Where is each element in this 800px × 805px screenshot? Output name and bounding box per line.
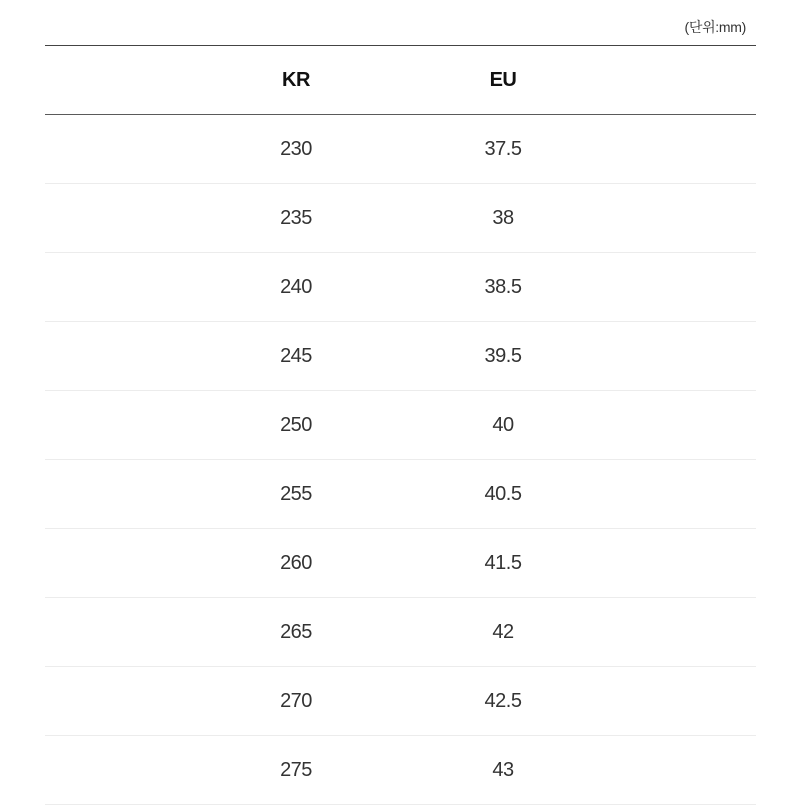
kr-size-cell: 275 xyxy=(280,758,312,781)
table-row xyxy=(45,391,756,460)
kr-size-cell: 265 xyxy=(280,620,312,643)
table-row xyxy=(45,667,756,736)
table-row xyxy=(45,253,756,322)
table-header-row xyxy=(45,46,756,115)
table-row xyxy=(45,184,756,253)
size-table xyxy=(45,45,756,805)
eu-size-cell: 41.5 xyxy=(484,551,522,574)
table-row xyxy=(45,529,756,598)
kr-size-cell: 250 xyxy=(280,413,312,436)
eu-size-cell: 37.5 xyxy=(484,137,522,160)
table-row xyxy=(45,736,756,805)
kr-size-cell: 240 xyxy=(280,275,312,298)
table-row xyxy=(45,598,756,667)
eu-size-cell: 42.5 xyxy=(484,689,522,712)
kr-size-cell: 255 xyxy=(280,482,312,505)
header-eu: EU xyxy=(489,68,517,91)
table-row xyxy=(45,322,756,391)
kr-size-cell: 270 xyxy=(280,689,312,712)
unit-label: (단위:mm) xyxy=(684,19,746,35)
kr-size-cell: 245 xyxy=(280,344,312,367)
eu-size-cell: 40 xyxy=(492,413,514,436)
eu-size-cell: 43 xyxy=(492,758,514,781)
table-row xyxy=(45,115,756,184)
kr-size-cell: 260 xyxy=(280,551,312,574)
table-row xyxy=(45,460,756,529)
eu-size-cell: 38.5 xyxy=(484,275,522,298)
eu-size-cell: 39.5 xyxy=(484,344,522,367)
kr-size-cell: 235 xyxy=(280,206,312,229)
eu-size-cell: 42 xyxy=(492,620,514,643)
eu-size-cell: 40.5 xyxy=(484,482,522,505)
kr-size-cell: 230 xyxy=(280,137,312,160)
eu-size-cell: 38 xyxy=(492,206,514,229)
header-kr: KR xyxy=(282,68,310,91)
